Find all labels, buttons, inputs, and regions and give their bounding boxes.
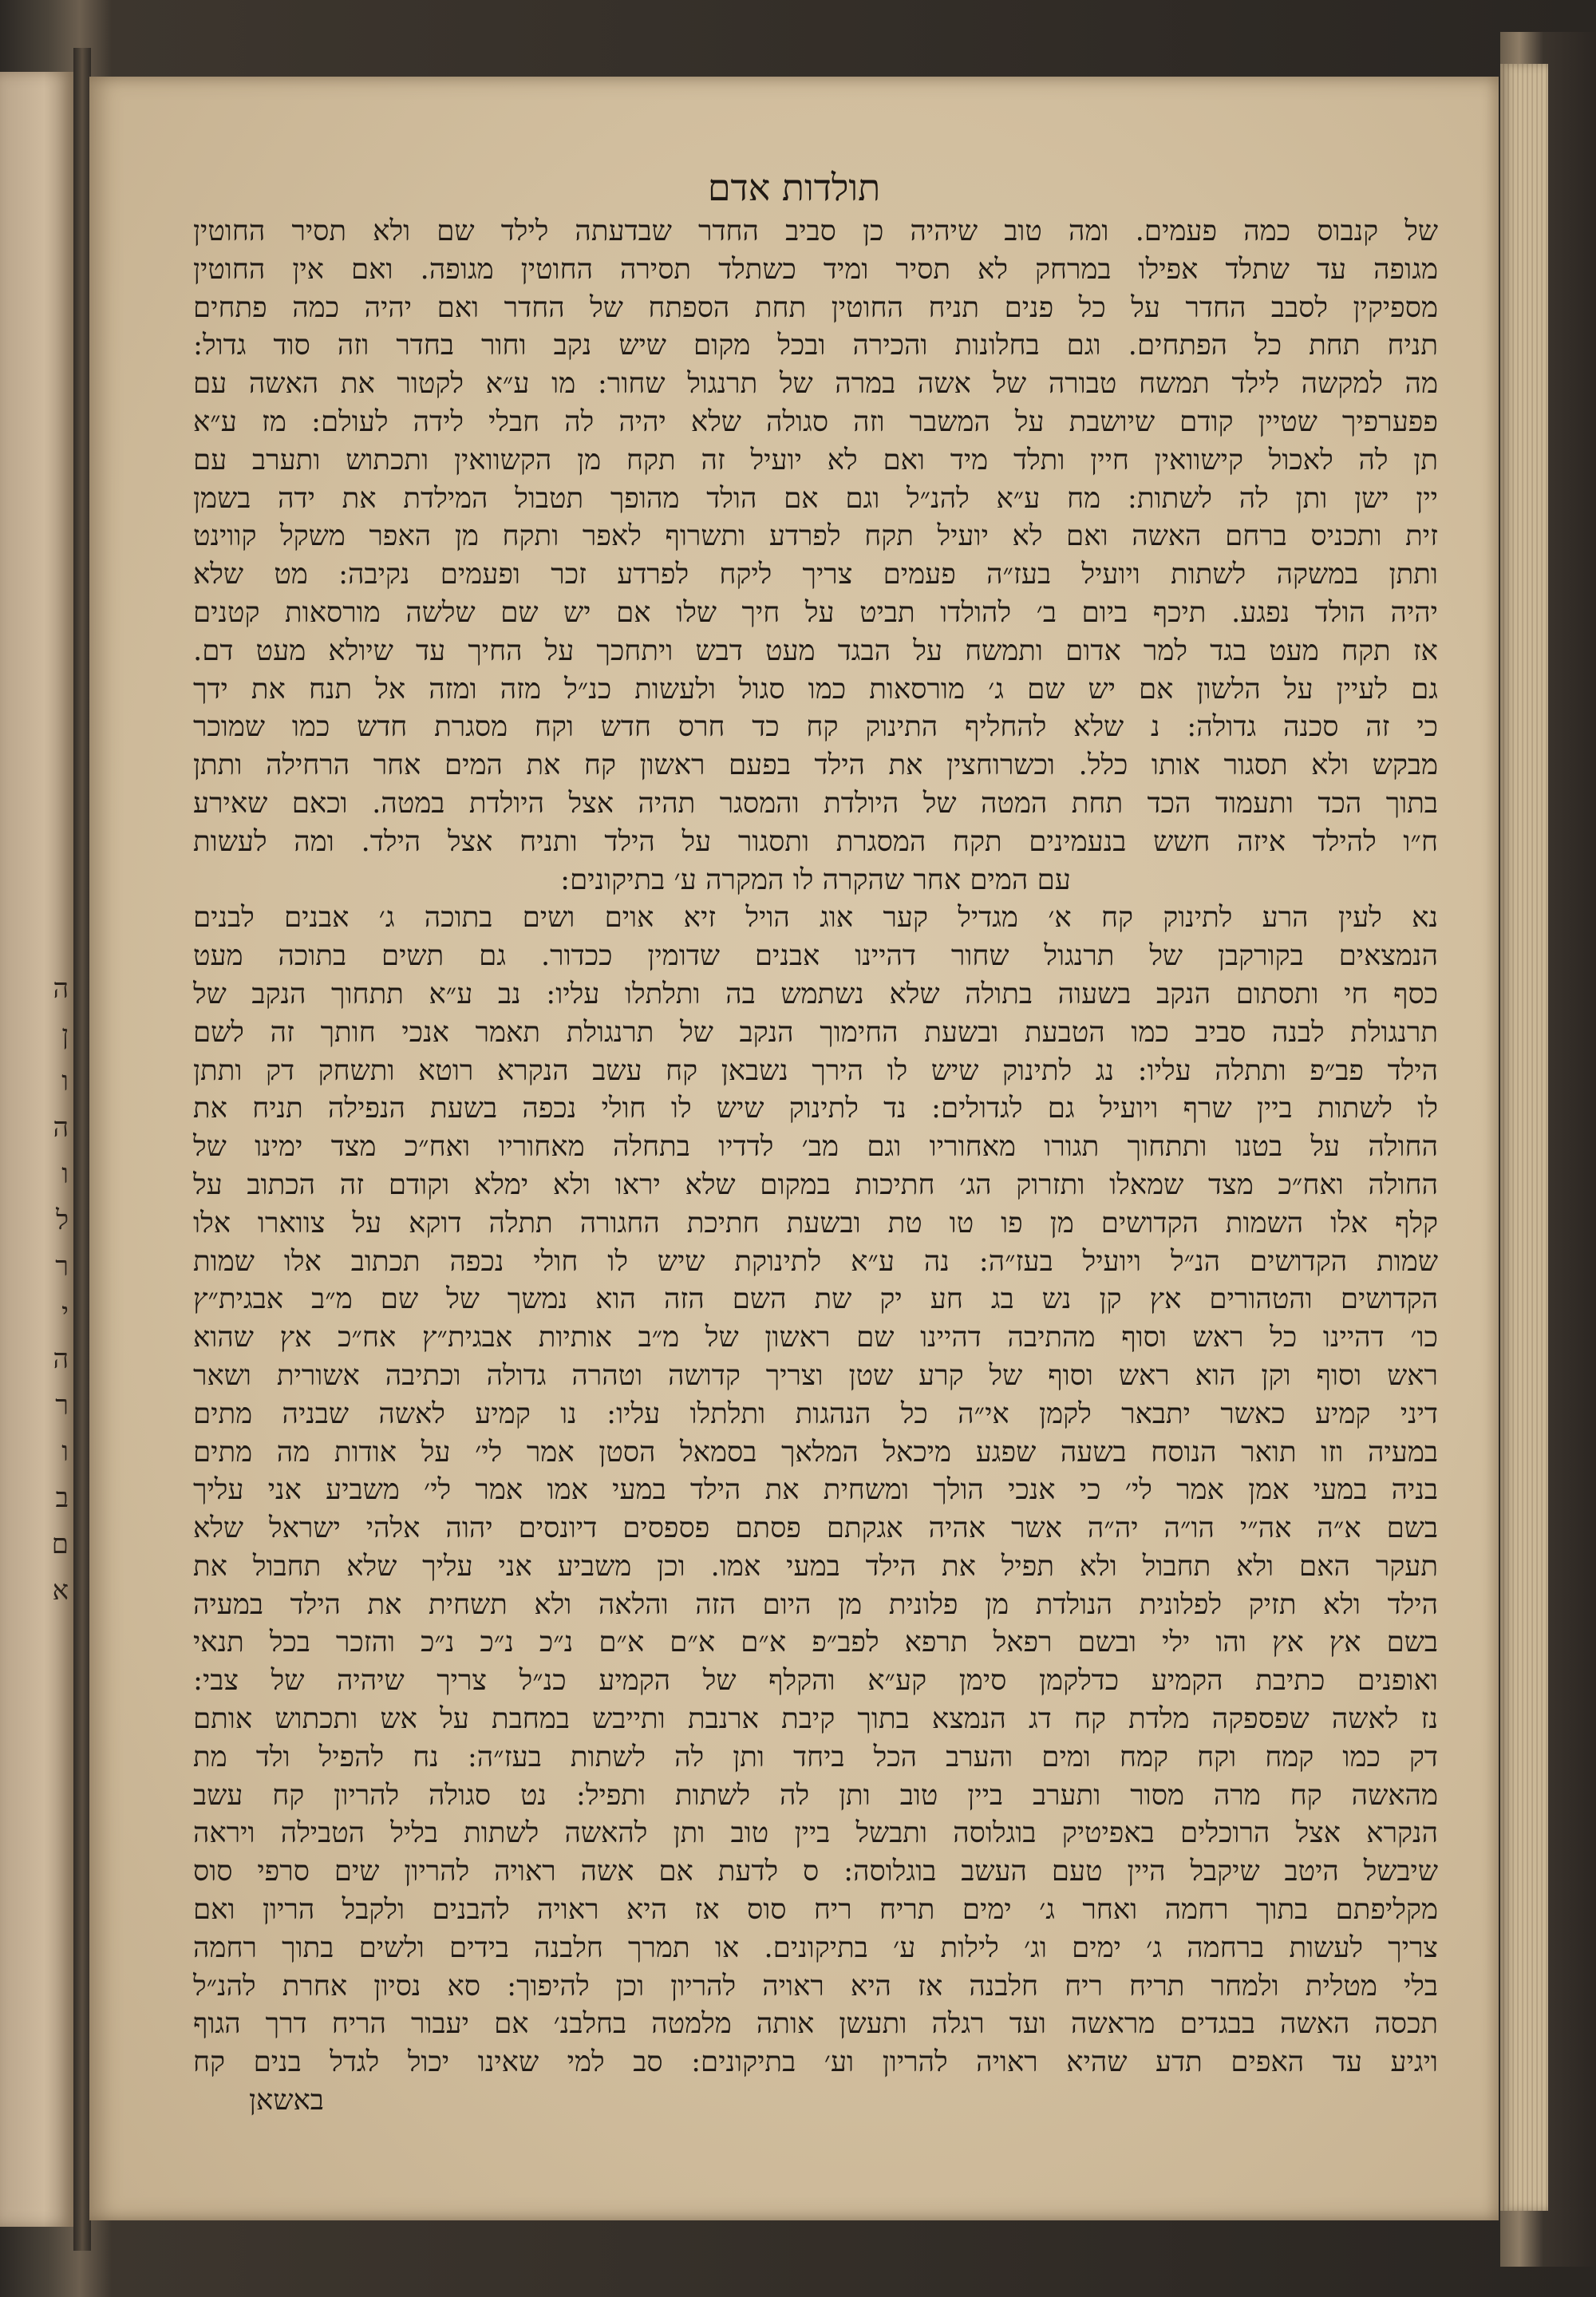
running-head: תולדות אדם [707, 166, 881, 209]
text-line: דק כמו קמח וקח קמח ומים והערב הכל ביחד ותן לה לשתות בעז״ה: נח להפיל ולד מת [193, 1740, 1438, 1773]
margin-glyph: ר [55, 1390, 69, 1421]
text-line: יין ישן ותן לה לשתות: מח ע״א להנ״ל וגם אם הולד מהופך תטבול המילדת את ידה בשמן [193, 481, 1438, 515]
text-line: תן לה לאכול קישוואין חיין ותלד מיד ואם לא יועיל זה תקח מן הקשוואין ותכתוש ותערב עם [193, 443, 1438, 476]
text-line: של קנבוס כמה פעמים. ומה טוב שיהיה כן סביב החדר שבדעתה לילד שם ולא תסיר החוטין [193, 215, 1438, 247]
margin-glyph: ר [55, 1251, 69, 1283]
text-line: פפערפיך שטיין קודם שיושבת על המשבר וזה סגולה שלא יהיה לה חבלי לידה לעולם: מז ע״א [193, 405, 1438, 438]
margin-glyph: ב [55, 1482, 69, 1514]
text-line: תרנגולת לבנה סביב כמו הטבעת ובשעת החימוך הנקב של תרנגולת תאמר אנכי חותך זה לשם [193, 1015, 1438, 1049]
text-line: הנמצאים בקורקבן של תרנגול שחור דהיינו אבנים שדומין ככדור. גם תשים בתוכה מעט [193, 939, 1438, 973]
margin-glyph: ן [61, 1019, 69, 1051]
text-line: לו לשתות ביין שרף ויועיל גם לגדולים: נד לתינוק שיש לו חולי נכפה בשעת הנפילה תניח את [193, 1092, 1438, 1125]
margin-glyph: ו [61, 1436, 69, 1468]
text-line: תניח תחת כל הפתחים. וגם בחלונות והכירה ובכל מקום שיש נקב וחור בחדר וזה סוד גדול: [193, 329, 1438, 362]
text-line: ויגיע עד האפים תדע שהיא ראויה להריון וע׳ בתיקונים: סב למי שאינו יכול לגדל בנים קח [193, 2046, 1438, 2079]
margin-glyph: י [61, 1297, 69, 1329]
text-line: יהיה הולד נפגע. תיכף ביום ב׳ להולדו תביט על חיך שלו אם יש שם שלשה מורסאות קטנים [193, 595, 1438, 629]
right-page [89, 77, 1499, 2220]
text-line: בשם א״ה אה״י הו״ה יה״ה אשר אהיה אגקתם פסתם פספסים דיונסים יהוה אלהי ישראל שלא [193, 1512, 1438, 1545]
text-line: תעקר האם ולא תחבול ולא תפיל את הילד במעי אמו. וכן משביע אני עליך שלא תחבול את [193, 1549, 1438, 1583]
text-line: ותתן במשקה לשתות ויועיל בעז״ה פעמים צריך ליקח לפרדע זכר ופעמים נקיבה: מט שלא [193, 558, 1438, 591]
text-line: הקדושים והטהורים אץ קן נש בג חע יק שת השם הזה הוא נמשך של שם מ״ב אבגית״ץ [193, 1283, 1438, 1316]
text-line: מבקש ולא תסגור אותו כלל. וכשרוחצין את הילד בפעם ראשון קח את המים אחר הרחילה ותתן [193, 749, 1438, 782]
margin-glyph: ם [51, 1528, 69, 1560]
text-line: שיבשל היטב שיקבל היין טעם העשב בוגלוסה: ס לדעת אם אשה ראויה להריון שים סרפי סוס [193, 1855, 1438, 1888]
margin-glyph: א [52, 1575, 69, 1607]
page-stack-edges [1500, 64, 1548, 2211]
text-line: החולה ואח״כ מצד שמאלו ותזרוק הג׳ חתיכות במקום שלא יראו ולא ימלא וקודם זה הכתוב על [193, 1168, 1438, 1201]
text-line: כי זה סכנה גדולה: נ שלא להחליף התינוק קח כד חרס חדש וקח מסגרת חדש כמו שמוכר [193, 710, 1438, 744]
text-line: כסף חי ותסתום הנקב בשעוה בתולה שלא נשתמש בה ותלתלו עליו: נב ע״א תתחוך הנקב של [193, 977, 1438, 1010]
margin-glyph: ה [53, 1343, 69, 1375]
text-line: ראש וסוף וקן הוא ראש וסוף של קרע שטן וצריך קדושה וטהרה גדולה וכתיבה אשורית ושאר [193, 1358, 1438, 1392]
text-line: הילד ולא תזיק לפלונית הנולדת מן פלונית מן היום הזה והלאה ולא תשחית את הילד במעיה [193, 1587, 1438, 1621]
text-line: ואופנים כתיבת הקמיע כדלקמן סימן קע״א והקלף של הקמיע כנ״ל צריך שיהיה של צבי: [193, 1664, 1438, 1698]
text-line: בניה במעי אמן אמר לי׳ כי אנכי הולך ומשחית את הילד במעי אמו אמר לי׳ משביע אני עליך [193, 1473, 1438, 1507]
text-line: הילד פב״פ ותתלה עליו: נג לתינוק שיש לו הירך נשבאן קח עשב הנקרא רוטא ותשחק דק ותתן [193, 1054, 1438, 1087]
margin-glyph: ה [53, 973, 69, 1005]
text-line: כו׳ דהיינו כל ראש וסוף מהתיבה דהיינו שם ראשון של מ״ב אותיות אבגית״ץ אח״כ אץ שהוא [193, 1321, 1438, 1354]
text-line: מה למקשה לילד תמשח טבורה של אשה במרה של תרנגול שחור: מו ע״א לקטור את האשה עם [193, 367, 1438, 401]
text-line: צריך לעשות ברחמה ג׳ ימים וג׳ לילות ע׳ בתיקונים. או תמרך חלבנה בידים ולשים בתוך רחמה [193, 1931, 1438, 1964]
text-line: באשאן [249, 2084, 324, 2117]
text-line: תכסה האשה בבגדים מראשה ועד רגלה ותעשן אותה מלמטה בחלבנ׳ אם יעבור הריח דרך הגוף [193, 2007, 1438, 2041]
text-line: אז תקח מעט בגד למר אדום ותמשח על הבגד מעט דבש ויתחכך על החיך עד שיולא מעט דם. [193, 634, 1438, 667]
text-line: במעיה וזו תואר הנוסח בשעה שפגע מיכאל המלאך בסמאל הסטן אמר לי׳ על אודות מה מתים [193, 1435, 1438, 1469]
text-line: בלי מטלית ולמחר תריח ריח חלבנה אז היא ראויה להריון וכן להיפוך: סא נסיון אחרת להנ״ל [193, 1969, 1438, 2002]
left-page-margin-text [45, 966, 69, 1614]
text-line: בשם אץ אץ והו ילי ובשם רפאל תרפא לפב״פ א״ם א״ם א״ם נ״כ נ״כ נ״כ והזכר בכל תנאי [193, 1626, 1438, 1659]
body-text [193, 212, 1438, 2120]
text-line: מגופה עד שתלד אפילו במרחק לא תסיר ומיד כשתלד תסירה החוטין מגופה. ואם אין החוטין [193, 252, 1438, 286]
text-line: מספיקין לסבב החדר על כל פנים תניח החוטין תחת הספתח של החדר ואם יהיה כמה פתחים [193, 291, 1438, 324]
text-line: נא לעין הרע לתינוק קח א׳ מגדיל קער אוג הויל זיא אוים ושים בתוכה ג׳ אבנים לבנים [193, 901, 1438, 935]
book-gutter [73, 48, 91, 2251]
text-line: הנקרא אצל הרוכלים באפיטיק בוגלוסה ותבשל ביין טוב ותן להאשה לשתות בליל הטבילה ויראה [193, 1817, 1438, 1850]
text-line: בתוך הכד ותעמוד הכד תחת המטה של היולדת והמסגר תהיה אצל היולדת במטה. וכאם שאירע [193, 786, 1438, 820]
margin-glyph: ו [61, 1158, 69, 1190]
text-line: זית ותכניס ברחם האשה ואם לא יועיל תקח לפרדע ותשרוף לאפר ותקח מן האפר משקל קווינט [193, 520, 1438, 553]
text-line: מקליפתם בתוך רחמה ואחר ג׳ ימים תריח ריח סוס אז היא ראויה להבנים ולקבל הריון ואם [193, 1893, 1438, 1927]
left-page-fragment [0, 72, 73, 2227]
text-line: עם המים אחר שהקרה לו המקרה ע׳ בתיקונים: [560, 863, 1071, 896]
text-line: החולה על בטנו ותתחוך תגורו מאחוריו וגם מב׳ לדדיו בתחלה מאחוריו ואח״כ מצד ימינו של [193, 1130, 1438, 1164]
text-line: דיני קמיע כאשר יתבאר לקמן אי״ה כל הנהגות ותלתלו עליו: נו קמיע לאשה שבניה מתים [193, 1397, 1438, 1430]
margin-glyph: ו [61, 1065, 69, 1097]
text-line: מהאשה קח מרה מסור ותערב ביין טוב ותן לה לשתות ותפיל: נט סגולה להריון קח עשב [193, 1778, 1438, 1812]
text-line: שמות הקדושים הנ״ל ויועיל בעז״ה: נה ע״א לתינוקת שיש לו חולי נכפה תכתוב אלו שמות [193, 1244, 1438, 1278]
text-line: נז לאשה שפספקה מלדת קח דג הנמצא בתוך קיבת ארנבת ותייבש במחבת על אש ותכתוש אותם [193, 1702, 1438, 1736]
text-line: גם לעיין על הלשון אם יש שם ג׳ מורסאות כמו סגול ולעשות כנ״ל מזה ומזה אל תנח את ידך [193, 672, 1438, 706]
margin-glyph: ה [53, 1112, 69, 1144]
margin-glyph: ל [56, 1204, 69, 1236]
text-line: קלף אלו השמות הקדושים מן פו טו טת ובשעת חתיכת החגורה תתלה דוקא על צווארו אלו [193, 1206, 1438, 1239]
text-line: ח״ו להילד איזה חשש בנעמינים תקח המסגרת ותסגור על הילד ותניח אצל הילד. ומה לעשות [193, 824, 1438, 858]
